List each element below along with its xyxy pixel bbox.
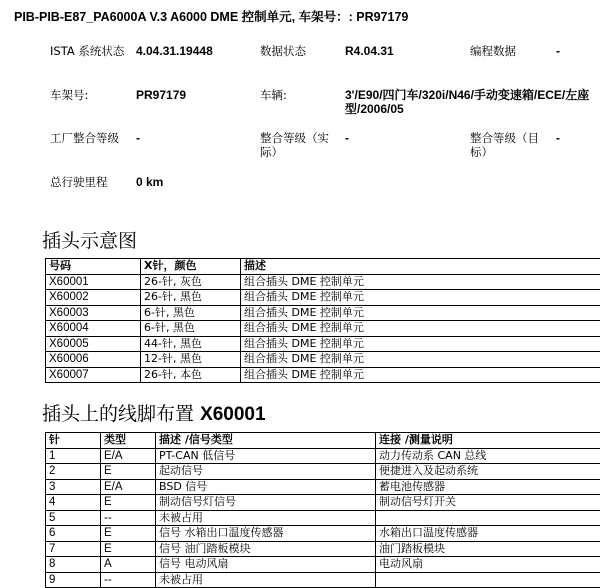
table-cell: 信号 电动风扇 — [156, 557, 376, 573]
vin-value: PR97179 — [136, 88, 186, 102]
table-cell: X60005 — [46, 336, 141, 352]
vehicle-label: 车辆: — [260, 88, 287, 102]
ista-status-value: 4.04.31.19448 — [136, 44, 213, 58]
programming-data-label: 编程数据 — [470, 44, 516, 58]
table-cell: 组合插头 DME 控制单元 — [241, 274, 600, 290]
table-row — [46, 479, 600, 495]
data-status-value: R4.04.31 — [345, 44, 394, 58]
data-status-label: 数据状态 — [260, 44, 306, 58]
table-cell: E — [101, 526, 156, 542]
table-row — [46, 541, 600, 557]
table-header-row — [46, 433, 600, 449]
table-cell: 蓄电池传感器 — [376, 479, 600, 495]
actual-integration-value: - — [345, 131, 349, 145]
table-cell: 44-针, 黑色 — [141, 336, 241, 352]
table-cell: E — [101, 464, 156, 480]
table-cell: 制动信号灯信号 — [156, 495, 376, 511]
vehicle-value: 3'/E90/四门车/320i/N46/手动变速箱/ECE/左座型/2006/05 — [345, 88, 600, 116]
column-header: X针，颜色 — [141, 259, 241, 275]
table-cell: E — [101, 495, 156, 511]
target-integration-label: 整合等级（目标） — [470, 131, 550, 159]
table-cell: 组合插头 DME 控制单元 — [241, 321, 600, 337]
table-cell: 动力传动系 CAN 总线 — [376, 448, 600, 464]
document-title: PIB-PIB-E87_PA6000A V.3 A6000 DME 控制单元, 车架号：: PR97179 — [14, 7, 408, 25]
table-cell: 组合插头 DME 控制单元 — [241, 367, 600, 383]
table-row — [46, 274, 600, 290]
table-row — [46, 557, 600, 573]
table-cell: 4 — [46, 495, 101, 511]
column-header: 描述 — [241, 259, 600, 275]
table-cell: 未被占用 — [156, 572, 376, 588]
table-cell: 组合插头 DME 控制单元 — [241, 290, 600, 306]
target-integration-value: - — [556, 131, 560, 145]
table-cell: 3 — [46, 479, 101, 495]
table-cell: 9 — [46, 572, 101, 588]
table-row — [46, 448, 600, 464]
table-cell: 2 — [46, 464, 101, 480]
table-cell: 信号 水箱出口温度传感器 — [156, 526, 376, 542]
table-cell — [376, 572, 600, 588]
ista-status-label: ISTA 系统状态 — [50, 44, 145, 58]
table-cell: 26-针, 灰色 — [141, 274, 241, 290]
factory-integration-value: - — [136, 131, 140, 145]
programming-data-value: - — [556, 44, 560, 58]
table-cell: 制动信号灯开关 — [376, 495, 600, 511]
table-cell: -- — [101, 510, 156, 526]
table-cell: 6-针, 黑色 — [141, 305, 241, 321]
table-cell: 6-针, 黑色 — [141, 321, 241, 337]
table-cell: X60004 — [46, 321, 141, 337]
table-cell: 组合插头 DME 控制单元 — [241, 336, 600, 352]
table-row — [46, 464, 600, 480]
actual-integration-label: 整合等级（实际） — [260, 131, 340, 159]
table-row — [46, 336, 600, 352]
column-header: 描述 /信号类型 — [156, 433, 376, 449]
pin-layout-connector-code: X60001 — [200, 404, 266, 425]
table-cell — [376, 510, 600, 526]
table-cell: X60003 — [46, 305, 141, 321]
table-cell: 26-针, 本色 — [141, 367, 241, 383]
factory-integration-label: 工厂整合等级 — [50, 131, 145, 145]
table-cell: X60007 — [46, 367, 141, 383]
table-cell: 起动信号 — [156, 464, 376, 480]
table-header-row — [46, 259, 600, 275]
table-cell: A — [101, 557, 156, 573]
table-cell: 5 — [46, 510, 101, 526]
column-header: 号码 — [46, 259, 141, 275]
table-row — [46, 526, 600, 542]
table-cell: -- — [101, 572, 156, 588]
table-cell: PT-CAN 低信号 — [156, 448, 376, 464]
table-cell: X60002 — [46, 290, 141, 306]
table-cell: 信号 油门踏板模块 — [156, 541, 376, 557]
table-row — [46, 367, 600, 383]
table-cell: 油门踏板模块 — [376, 541, 600, 557]
column-header: 连接 /测量说明 — [376, 433, 600, 449]
table-row — [46, 495, 600, 511]
table-cell: E/A — [101, 479, 156, 495]
table-cell: 便捷进入及起动系统 — [376, 464, 600, 480]
table-row — [46, 305, 600, 321]
table-cell: 组合插头 DME 控制单元 — [241, 352, 600, 368]
table-cell: X60006 — [46, 352, 141, 368]
table-cell: 7 — [46, 541, 101, 557]
vin-label: 车架号: — [50, 88, 88, 102]
table-cell: 电动风扇 — [376, 557, 600, 573]
table-cell: 1 — [46, 448, 101, 464]
column-header: 类型 — [101, 433, 156, 449]
table-cell: BSD 信号 — [156, 479, 376, 495]
mileage-value: 0 km — [136, 175, 163, 189]
pin-table — [45, 432, 600, 588]
table-cell: 6 — [46, 526, 101, 542]
pin-layout-heading — [42, 399, 266, 426]
table-cell: 12-针, 黑色 — [141, 352, 241, 368]
table-row — [46, 352, 600, 368]
table-cell: E — [101, 541, 156, 557]
table-cell: 未被占用 — [156, 510, 376, 526]
table-cell: E/A — [101, 448, 156, 464]
table-cell: 水箱出口温度传感器 — [376, 526, 600, 542]
table-cell: 8 — [46, 557, 101, 573]
table-row — [46, 572, 600, 588]
connector-diagram-heading: 插头示意图 — [42, 226, 137, 253]
column-header: 针 — [46, 433, 101, 449]
table-row — [46, 510, 600, 526]
connector-table — [45, 258, 600, 383]
table-cell: X60001 — [46, 274, 141, 290]
table-row — [46, 321, 600, 337]
table-cell: 26-针, 黑色 — [141, 290, 241, 306]
pin-layout-heading-text: 插头上的线脚布置 — [42, 403, 194, 425]
mileage-label: 总行驶里程 — [50, 175, 108, 189]
table-cell: 组合插头 DME 控制单元 — [241, 305, 600, 321]
table-row — [46, 290, 600, 306]
